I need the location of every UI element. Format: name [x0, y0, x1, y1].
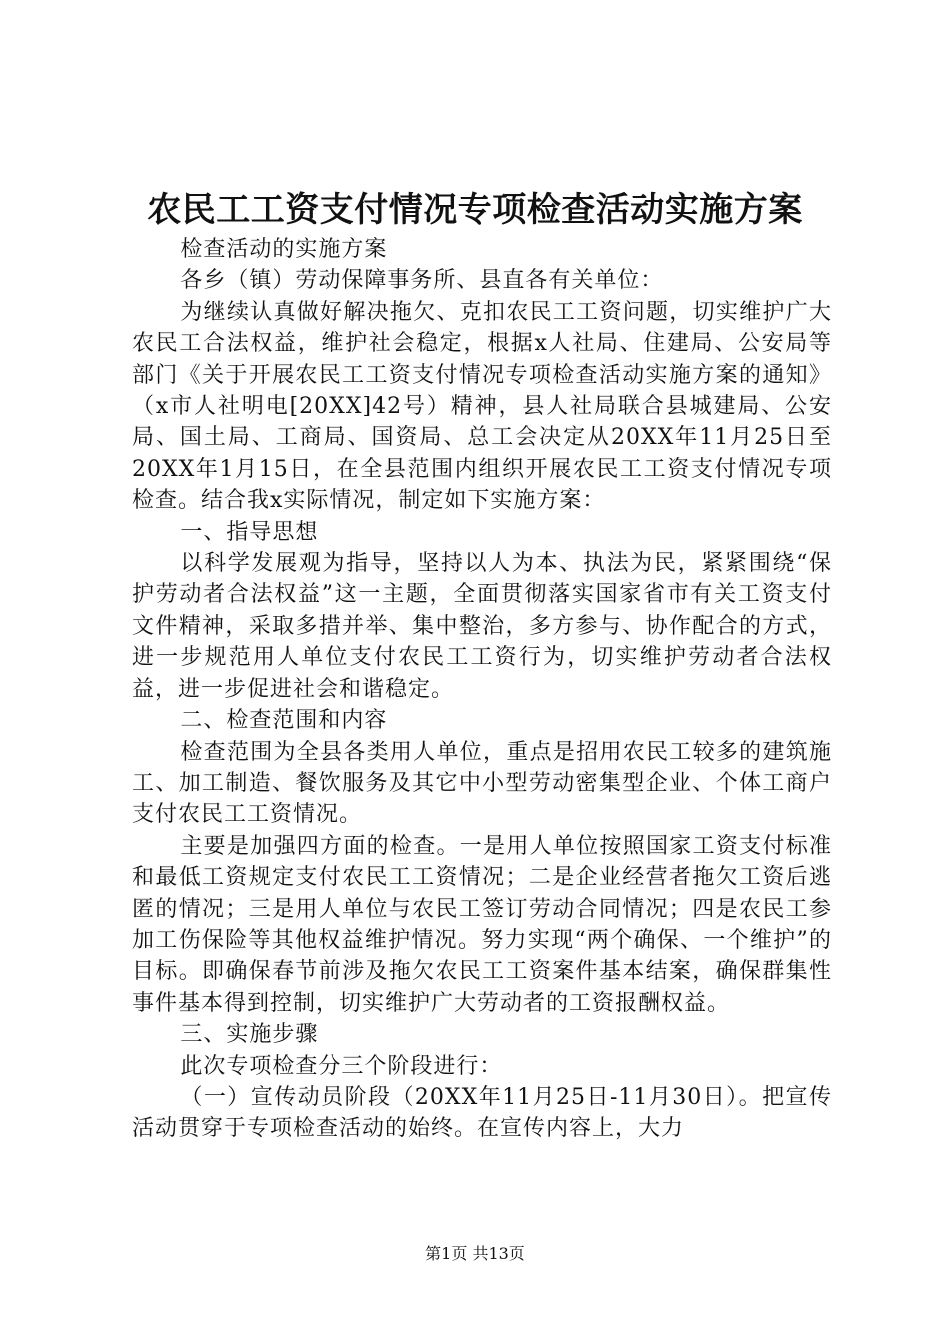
paragraph-stage-one: （一）宣传动员阶段（20XX年11月25日-11月30日）。把宣传活动贯穿于专项检查活动的始终。在宣传内容上，大力: [132, 1084, 832, 1142]
document-body: [132, 234, 832, 1145]
paragraph-addressee: 各乡（镇）劳动保障事务所、县直各有关单位：: [180, 268, 664, 294]
heading-scope: 二、检查范围和内容: [180, 708, 388, 734]
paragraph-guiding-thought: 以科学发展观为指导，坚持以人为本、执法为民，紧紧围绕“保护劳动者合法权益”这一主题，全面贯彻落实国家省市有关工资支付文件精神，采取多措并举、集中整治，多方参与、协作配合的方式，进一步规范用人单位支付农民工工资行为，切实维护劳动者合法权益，进一步促进社会和谐稳定。: [132, 551, 832, 702]
page-number-footer: 第1页 共13页: [425, 1244, 525, 1263]
paragraph-scope: 检查范围为全县各类用人单位，重点是招用农民工较多的建筑施工、加工制造、餐饮服务及其它中小型劳动密集型企业、个体工商户支付农民工工资情况。: [132, 739, 832, 828]
heading-steps: 三、实施步骤: [180, 1022, 319, 1048]
paragraph-subtitle: 检查活动的实施方案: [180, 237, 388, 262]
paragraph-inspection-focus: 主要是加强四方面的检查。一是用人单位按照国家工资支付标准和最低工资规定支付农民工工资情况；二是企业经营者拖欠工资后逃匿的情况；三是用人单位与农民工签订劳动合同情况；四是农民工参加工伤保险等其他权益维护情况。努力实现“两个确保、一个维护”的目标。即确保春节前涉及拖欠农民工工资案件基本结案，确保群集性事件基本得到控制，切实维护广大劳动者的工资报酬权益。: [132, 833, 832, 1016]
paragraph-intro: 为继续认真做好解决拖欠、克扣农民工工资问题，切实维护广大农民工合法权益，维护社会稳定，根据x人社局、住建局、公安局等部门《关于开展农民工工资支付情况专项检查活动实施方案的通知》（x市人社明电[20XX]42号）精神，县人社局联合县城建局、公安局、国土局、工商局、国资局、总工会决定从20XX年11月25日至20XX年1月15日，在全县范围内组织开展农民工工资支付情况专项检查。结合我x实际情况，制定如下实施方案：: [132, 299, 832, 514]
document-title: 农民工工资支付情况专项检查活动实施方案: [147, 190, 803, 230]
paragraph-stages: 此次专项检查分三个阶段进行：: [180, 1053, 503, 1079]
heading-guiding-thought: 一、指导思想: [180, 519, 319, 545]
